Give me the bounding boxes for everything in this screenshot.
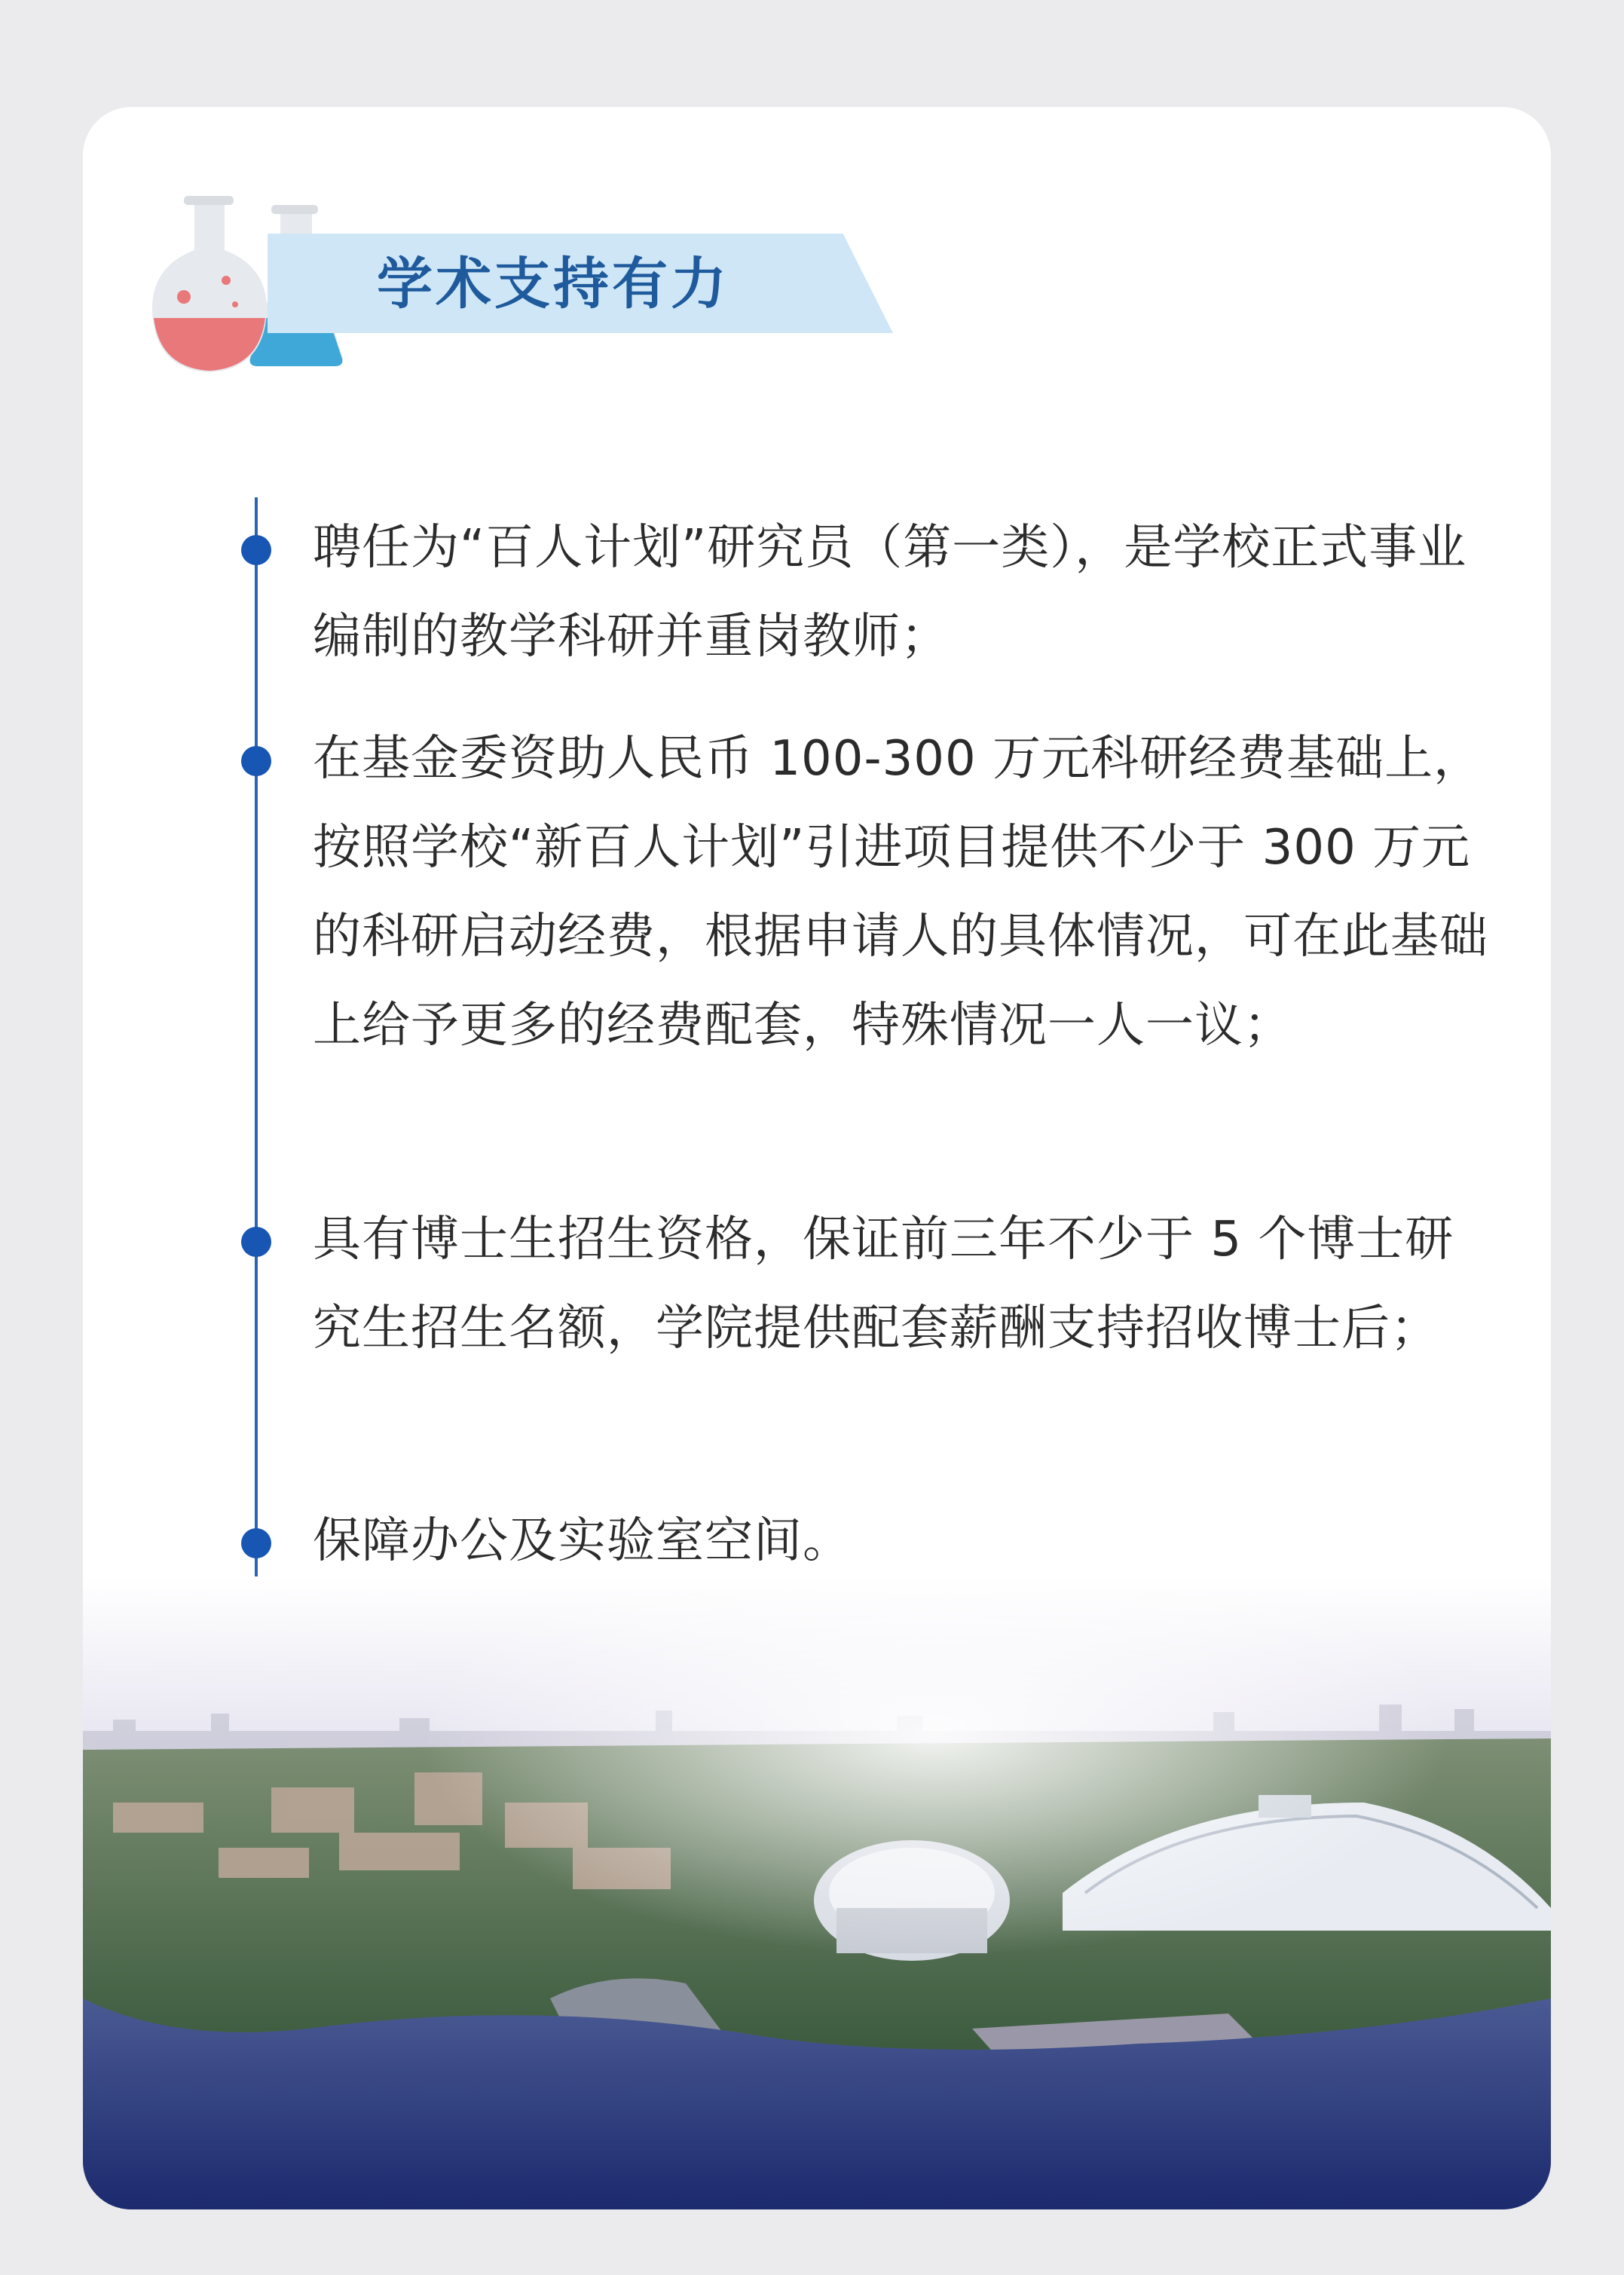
content-card bbox=[83, 107, 1551, 2209]
bullet-dot bbox=[241, 535, 271, 565]
list-item: 聘任为“百人计划”研究员（第一类），是学校正式事业编制的教学科研并重岗教师； bbox=[313, 520, 1467, 665]
round-flask-icon bbox=[152, 196, 267, 372]
list-item: 在基金委资助人民币 100-300 万元科研经费基础上，按照学校“新百人计划”引进项目提供不少于 300 万元的科研启动经费，根据申请人的具体情况，可在此基础上给予更多的经费配套，特殊情况一人一议； bbox=[313, 731, 1488, 1053]
bullet-dot bbox=[241, 746, 271, 776]
timeline-line bbox=[255, 497, 258, 1692]
list-item: 保障办公及实验室空间。 bbox=[313, 1513, 852, 1569]
list-item: 具有博士生招生资格，保证前三年不少于 5 个博士研究生招生名额，学院提供配套薪酬支持招收博士后； bbox=[313, 1212, 1454, 1356]
section-title: 学术支持有力 bbox=[377, 252, 729, 316]
bullet-dot bbox=[241, 1227, 271, 1257]
campus-aerial-photo bbox=[83, 1576, 1551, 2209]
bullet-dot bbox=[241, 1528, 271, 1558]
